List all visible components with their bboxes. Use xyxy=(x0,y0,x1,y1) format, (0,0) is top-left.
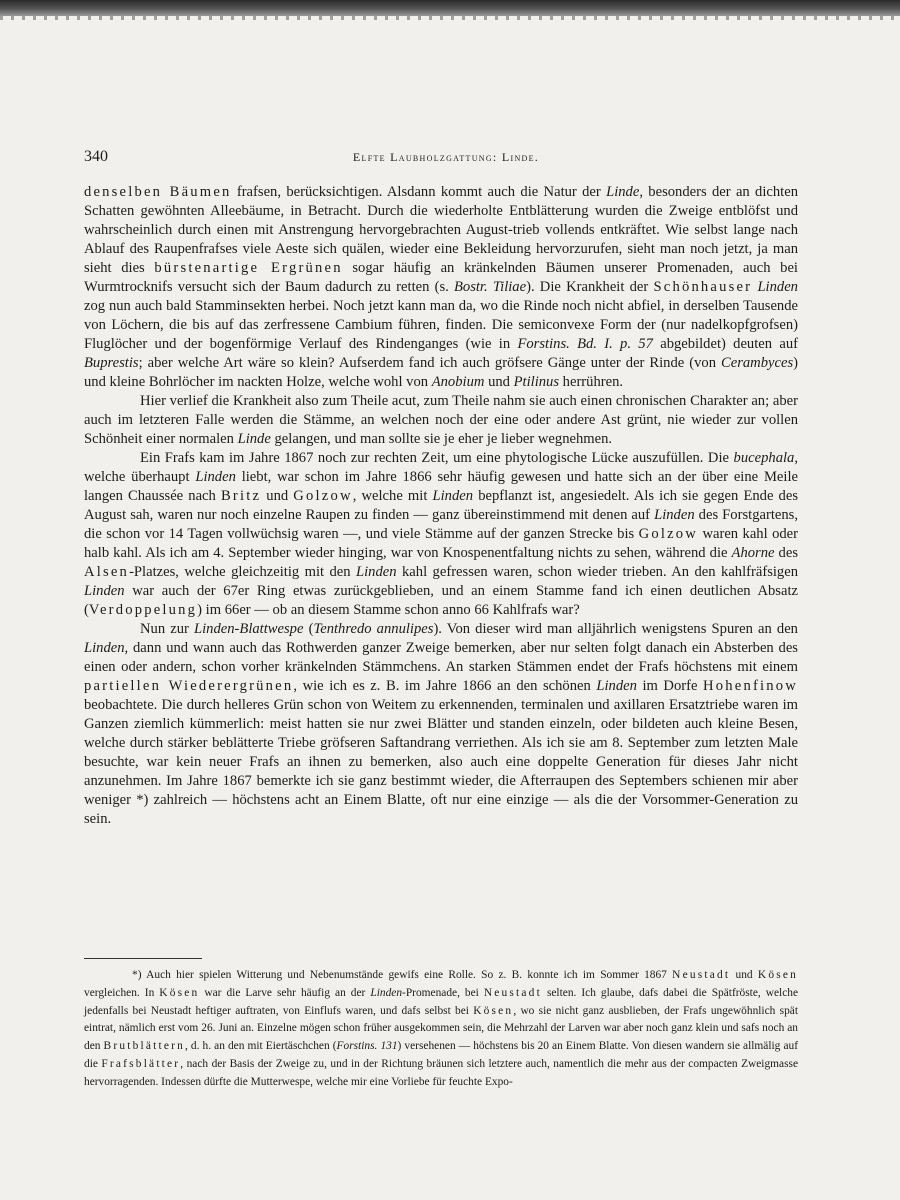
spaced-text: Frafsblätter xyxy=(101,1057,181,1070)
text-run: ). Die Krankheit der xyxy=(526,279,654,295)
spaced-text: Britz xyxy=(220,488,262,504)
spaced-text: Alsen xyxy=(84,564,130,580)
spaced-text: Kösen xyxy=(159,986,200,999)
page-number: 340 xyxy=(84,148,108,165)
text-run: -Promenade, bei xyxy=(402,986,484,999)
spaced-text: Kösen xyxy=(757,969,798,981)
italic-text: Tenthredo annulipes xyxy=(313,621,434,637)
paragraph xyxy=(84,183,798,392)
italic-text: Bostr. Tiliae xyxy=(453,279,527,295)
text-run: Hier verlief die Krankheit also zum Theile acut, zum Theile nahm sie auch einen chronischen Charakter an; aber auch im letzteren Falle werden die Stämme, an welchen noch der eine oder andere Ast grünt, nie wieder zur vollen Schönheit einer normalen xyxy=(84,393,798,447)
italic-text: Cerambyces xyxy=(720,355,794,371)
spaced-text: Verdoppelung xyxy=(88,602,198,618)
spaced-text: denselben Bäumen xyxy=(84,184,232,200)
text-run: des Forstgartens, die schon vor 14 Tagen vollwüchsig waren —, und viele Stämme auf der ganzen Strecke bis xyxy=(84,507,798,542)
text-run: bepflanzt ist, angesiedelt. Als ich sie gegen Ende des August sah, waren nur noch einzelne Raupen zu finden — ganz übereinstimmend mit denen auf xyxy=(84,488,799,523)
text-run: liebt, war schon im Jahre 1866 sehr häufig gewesen und hatte sich an der über eine Meile langen Chaussée nach xyxy=(84,469,798,504)
text-run: , wie ich es z. B. im Jahre 1866 an den schönen xyxy=(293,678,597,694)
text-run: und xyxy=(484,374,514,390)
text-run: gelangen, und man sollte sie je eher je lieber wegnehmen. xyxy=(270,431,613,447)
text-run: waren kahl oder halb kahl. Als ich am 4. September wieder hinging, war von Knospenentfaltung nichts zu sehen, während die xyxy=(84,526,798,561)
text-run: , welche überhaupt xyxy=(84,450,798,485)
text-run: und xyxy=(261,488,294,504)
italic-text: bucephala xyxy=(733,450,795,466)
text-run: kahl gefressen waren, schon wieder trieben. An den kahlfräfsigen xyxy=(396,564,799,580)
scan-top-edge xyxy=(0,0,900,16)
paragraph xyxy=(84,449,798,620)
spaced-text: Neustadt xyxy=(672,969,731,981)
spaced-text: Neustadt xyxy=(483,986,542,999)
italic-text: Ahorne xyxy=(731,545,775,561)
text-run: , dann und wann auch das Rothwerden ganzer Zweige bemerken, aber nur selten folgt danach ein Absterben des einen oder andern, schon vorher kränkelnden Stämmchens. An starken Stämmen endet der Frafs höchstens mit einem xyxy=(84,640,798,675)
spaced-text: Schönhauser xyxy=(653,279,753,295)
italic-text: Ptilinus xyxy=(513,374,560,390)
text-run: zog nun auch bald Stamminsekten herbei. Noch jetzt kann man da, wo die Rinde noch nicht abfiel, in derselben Tausende von Löchern, die bis auf das zerfressene Cambium führen, finden. Die semiconvexe Form der (nur nadelkopfgrofsen) Fluglöcher und der bogenförmige Verlauf des Rindenganges (wie in xyxy=(84,298,798,352)
text-run: Nun zur xyxy=(140,621,195,637)
footnote-text xyxy=(84,967,798,1092)
text-run: , d. h. an den mit Eiertäschchen ( xyxy=(184,1040,337,1053)
spaced-text: Brutblättern xyxy=(103,1040,185,1053)
text-run: -Platzes, welche gleichzeitig mit den xyxy=(129,564,357,580)
spaced-text: Golzow xyxy=(293,488,353,504)
italic-text: Forstins. 131 xyxy=(336,1040,398,1053)
paragraph xyxy=(84,620,798,829)
text-run: ; aber welche Art wäre so klein? Aufserdem fand ich auch gröfsere Gänge unter der Rinde (von xyxy=(138,355,721,371)
spaced-text: Golzow xyxy=(638,526,699,542)
text-run: ( xyxy=(303,621,314,637)
text-run: ) versehenen — höchstens bis 20 an Einem Blatte. Von diesen wandern sie allmälig auf die xyxy=(84,1040,799,1070)
footnote-rule xyxy=(84,958,202,959)
text-run: abgebildet) deuten auf xyxy=(652,336,798,352)
italic-text: Linden xyxy=(370,986,403,999)
text-run: beobachtete. Die durch helleres Grün schon von Weitem zu erkennenden, terminalen und axillaren Ersatztriebe waren im Ganzen ziemlich kümmerlich: meist hatten sie nur zwei Blätter und standen einzeln, oder bildeten auch kleine Besen, welche durch stärker beblätterte Triebe gröfseren Saftandrang verriethen. Als ich sie am 8. September zum letzten Male besuchte, war kein neuer Frafs an ihnen zu bemerken, also auch eine doppelte Generation für dieses Jahr nicht anzunehmen. Im Jahre 1867 bemerkte ich sie ganz bestimmt wieder, die Afterraupen des Septembers schienen mir aber weniger *) zahlreich — höchstens acht an Einem Blatte, oft nur eine einzige — als die der Vorsommer-Generation zu sein. xyxy=(84,697,798,827)
spaced-text: bürstenartige Ergrünen xyxy=(154,260,343,276)
text-run: , nach der Basis der Zweige zu, und in der Richtung bräunen sich letztere auch, namentlich die mehr aus der compacten Zweigmasse hervorragenden. Indessen dürfte die Mutterwespe, welche mir eine Vorliebe für feuchte Expo- xyxy=(84,1057,799,1088)
italic-text: Linde xyxy=(606,184,640,200)
italic-text: Linden xyxy=(432,488,474,504)
italic-text: Linde xyxy=(237,431,271,447)
text-run: selten. Ich glaube, dafs dabei die Spätfröste, welche jedenfalls bei Neustadt heftiger auftraten, von Einflufs waren, und dafs selbst bei xyxy=(84,986,799,1017)
footnote xyxy=(84,967,798,1092)
text-run: frafsen, berücksichtigen. Alsdann kommt auch die Natur der xyxy=(231,184,607,200)
text-run: *) Auch hier spielen Witterung und Nebenumstände gewifs eine Rolle. So z. B. konnte ich im Sommer 1867 xyxy=(132,969,673,981)
text-run: war die Larve sehr häufig an der xyxy=(199,986,371,999)
paragraph xyxy=(84,392,798,449)
italic-text: Anobium xyxy=(431,374,485,390)
text-run: war auch der 67er Ring etwas zurückgeblieben, und an einem Stamme fand ich einen deutlichen Absatz ( xyxy=(84,583,798,618)
text-run: des xyxy=(774,545,799,561)
text-run: , welche mit xyxy=(352,488,433,504)
page-header xyxy=(84,148,798,170)
italic-text: Forstins. Bd. I. p. 57 xyxy=(517,336,653,352)
body-text xyxy=(84,183,798,829)
text-run: , wo sie nicht ganz ausblieben, der Frafs ungewöhnlich spät eintrat, nämlich erst vom 26. Juni an. Einzelne mögen schon früher ausgekommen sein, die Mehrzahl der Larven war aber noch ganz klein und safs noch an den xyxy=(84,1004,798,1053)
italic-text: Linden xyxy=(654,507,695,523)
text-run: sogar häufig an kränkelnden Bäumen unserer Promenaden, auch bei Wurmtrocknifs versucht sich der Baum dadurch zu retten (s. xyxy=(84,260,798,295)
italic-text: Linden xyxy=(84,640,125,656)
italic-text: Linden xyxy=(757,279,798,295)
italic-text: Linden xyxy=(195,469,236,485)
text-run: Ein Frafs kam im Jahre 1867 noch zur rechten Zeit, um eine phytologische Lücke auszufüllen. Die xyxy=(140,450,734,466)
text-run: vergleichen. In xyxy=(84,986,160,999)
text-run: im Dorfe xyxy=(636,678,704,694)
text-run: und xyxy=(730,969,758,981)
spaced-text: Kösen xyxy=(473,1004,514,1017)
text-run: ) und kleine Bohrlöcher im nackten Holze, welche wohl von xyxy=(84,355,798,390)
italic-text: Linden-Blattwespe xyxy=(194,621,304,637)
text-run: , besonders der an dichten Schatten gewöhnten Alleebäume, in Betracht. Durch die wiederholte Entblätterung wurden die Zweige entblöfst und wahrscheinlich durch einen mit Anstrengung hervorgebrachten August-trieb vollends entkräftet. Wie selbst lange nach Ablauf des Raupenfrafses viele Aeste sich quälen, wieder eine Bekleidung hervorzurufen, sieht man noch jetzt, ja man sieht dies xyxy=(84,184,798,276)
text-run: herrühren. xyxy=(559,374,624,390)
italic-text: Buprestis xyxy=(84,355,139,371)
italic-text: Linden xyxy=(596,678,637,694)
running-head: Elfte Laubholzgattung: Linde. xyxy=(352,150,540,164)
italic-text: Linden xyxy=(84,583,125,599)
italic-text: Linden xyxy=(356,564,397,580)
text-run: ) im 66er — ob an diesem Stamme schon anno 66 Kahlfrafs war? xyxy=(197,602,580,618)
spaced-text: partiellen Wiederergrünen xyxy=(84,678,294,694)
text-run: ). Von dieser wird man alljährlich wenigstens Spuren an den xyxy=(433,621,798,637)
spaced-text: Hohenfinow xyxy=(703,678,798,694)
